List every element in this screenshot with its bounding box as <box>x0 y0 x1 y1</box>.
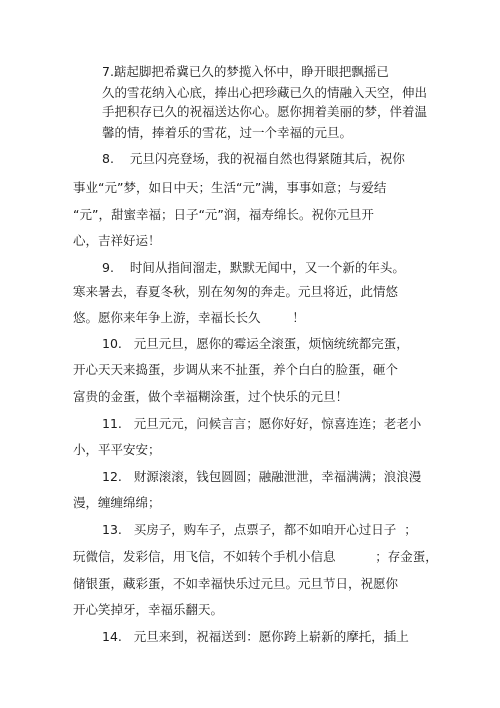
text-line: 11. 元旦元元，问候言言；愿你好好，惊喜连连；老老小 <box>102 416 422 431</box>
text-line: 14. 元旦来到，祝福送到：愿你跨上崭新的摩托，插上 <box>102 629 409 644</box>
text-line: 8. 元旦闪亮登场，我的祝福自然也得紧随其后，祝你 <box>102 151 405 166</box>
text-line: 玩微信，发彩信，用飞信，不如转个手机小信息 ；存金蛋， <box>73 549 438 564</box>
text-line: 开心天天来捣蛋，步调从来不扯蛋，养个白白的脸蛋，砸个 <box>73 362 399 377</box>
text-line: 开心笑掉牙，幸福乐翻天。 <box>73 602 224 617</box>
text-line: 事业“元”梦，如日中天；生活“元”满，事事如意；与爱结 <box>73 180 387 195</box>
text-line: 久的雪花纳入心底，捧出心把珍藏已久的情融入天空，伸出 <box>102 85 428 100</box>
text-line: 悠。愿你来年争上游，幸福长长久 ！ <box>73 310 305 325</box>
text-line: 13. 买房子，购车子，点票子，都不如咱开心过日子 ； <box>102 522 417 537</box>
text-line: “元”，甜蜜幸福；日子“元”润，福寿绵长。祝你元旦开 <box>73 207 374 222</box>
text-line: 12. 财源滚滚，钱包圆圆；融融泄泄，幸福满满；浪浪漫 <box>102 469 422 484</box>
text-line: 储银蛋，藏彩蛋，不如幸福快乐过元旦。元旦节日，祝愿你 <box>73 576 399 591</box>
text-line: 馨的情，捧着乐的雪花，过一个幸福的元旦。 <box>102 125 353 140</box>
text-line: 7.踮起脚把希冀已久的梦揽入怀中，睁开眼把飘摇已 <box>102 64 389 79</box>
text-line: 心，吉祥好运！ <box>73 233 161 248</box>
text-line: 富贵的金蛋，做个幸福糊涂蛋，过个快乐的元旦！ <box>73 389 349 404</box>
text-line: 漫，缠缠绵绵； <box>73 495 161 510</box>
text-line: 寒来暑去，春夏冬秋，别在匆匆的奔走。元旦将近，此情悠 <box>73 284 399 299</box>
text-line: 9. 时间从指间溜走，默默无闻中，又一个新的年头。 <box>102 260 405 275</box>
text-line: 手把积存已久的祝福送达你心。愿你拥着美丽的梦，伴着温 <box>102 104 428 119</box>
text-line: 小，平平安安； <box>73 442 161 457</box>
text-line: 10. 元旦元旦，愿你的霉运全滚蛋，烦恼统统都完蛋， <box>102 336 409 351</box>
